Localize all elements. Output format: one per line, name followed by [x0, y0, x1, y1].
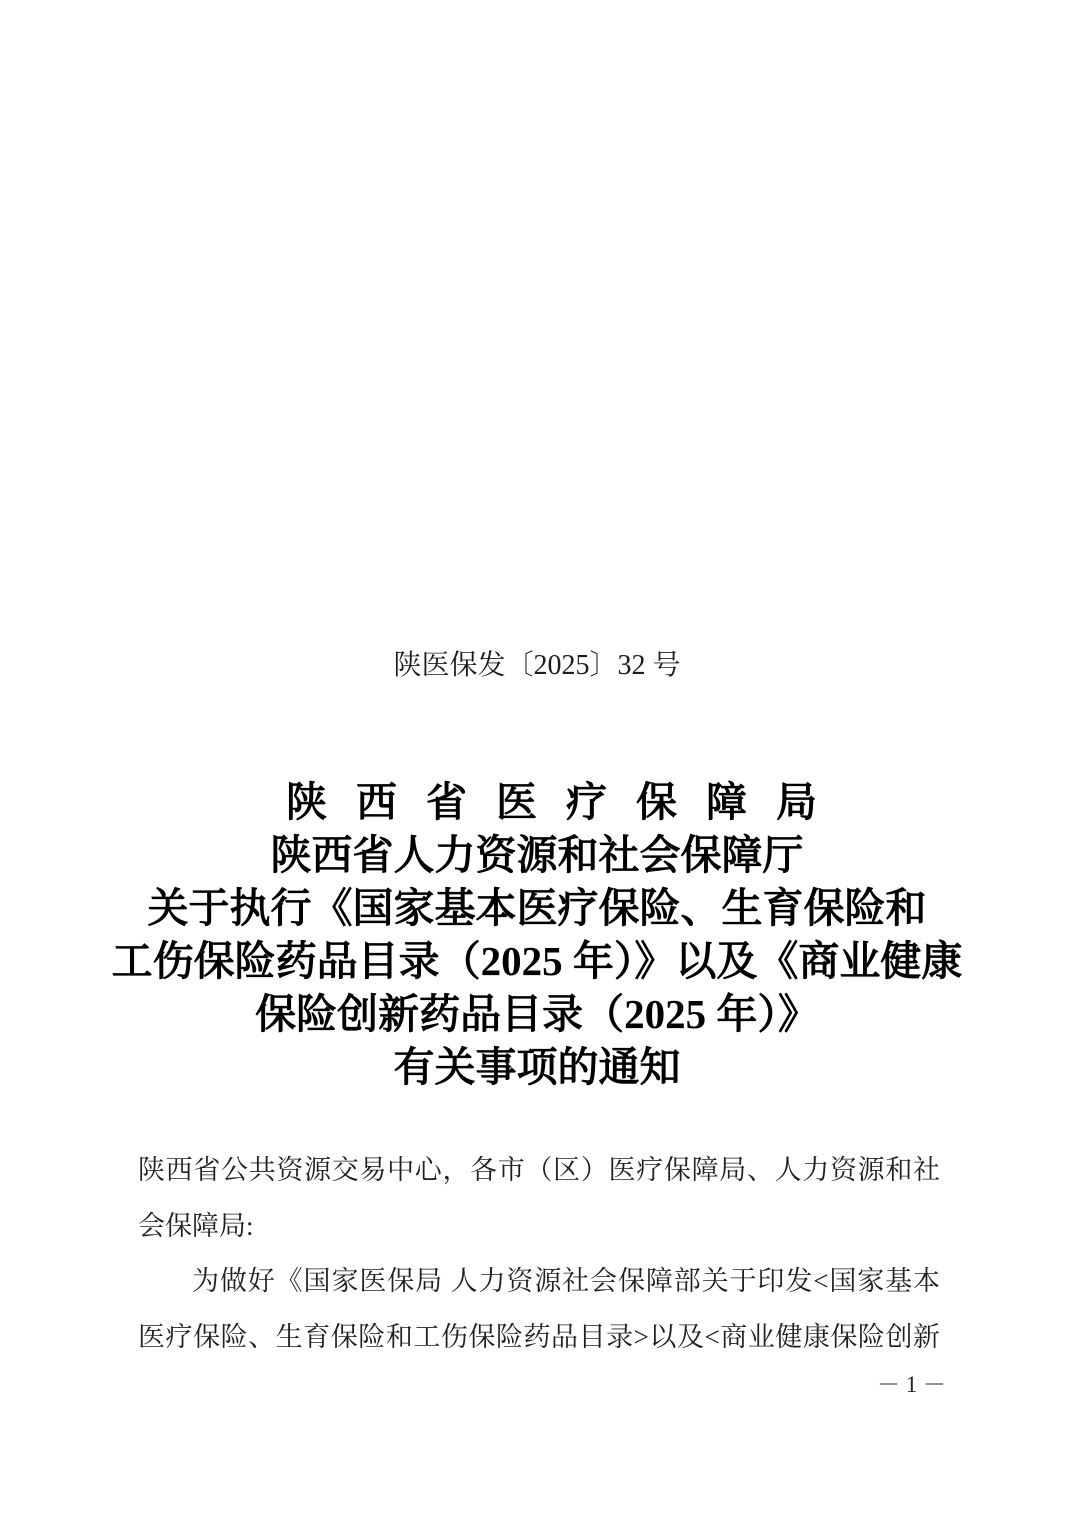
- paragraph-line-1: 为做好《国家医保局 人力资源社会保障部关于印发<国家基本: [192, 1266, 940, 1296]
- subject-title-line-3: 保险创新药品目录（2025 年）》: [255, 991, 819, 1037]
- document-reference-number: 陕医保发〔2025〕32 号: [393, 650, 681, 681]
- salutation-line-1: 陕西省公共资源交易中心，各市（区）医疗保障局、人力资源和社: [138, 1155, 940, 1185]
- document-title-block: [0, 776, 1074, 1094]
- issuer-agency-line-1: 陕西省医疗保障局: [286, 779, 846, 825]
- paragraph-line-2: 医疗保险、生育保险和工伤保险药品目录>以及<商业健康保险创新: [138, 1321, 940, 1352]
- subject-title-line-2: 工伤保险药品目录（2025 年）》以及《商业健康: [111, 938, 963, 984]
- issuer-agency-line-2: 陕西省人力资源和社会保障厅: [270, 832, 804, 878]
- page-number: － 1 －: [877, 1372, 946, 1397]
- subject-title-line-4: 有关事项的通知: [393, 1044, 681, 1090]
- document-body: [138, 1143, 940, 1365]
- subject-title-line-1: 关于执行《国家基本医疗保险、生育保险和: [147, 885, 927, 931]
- salutation-line-2: 会保障局:: [138, 1210, 254, 1241]
